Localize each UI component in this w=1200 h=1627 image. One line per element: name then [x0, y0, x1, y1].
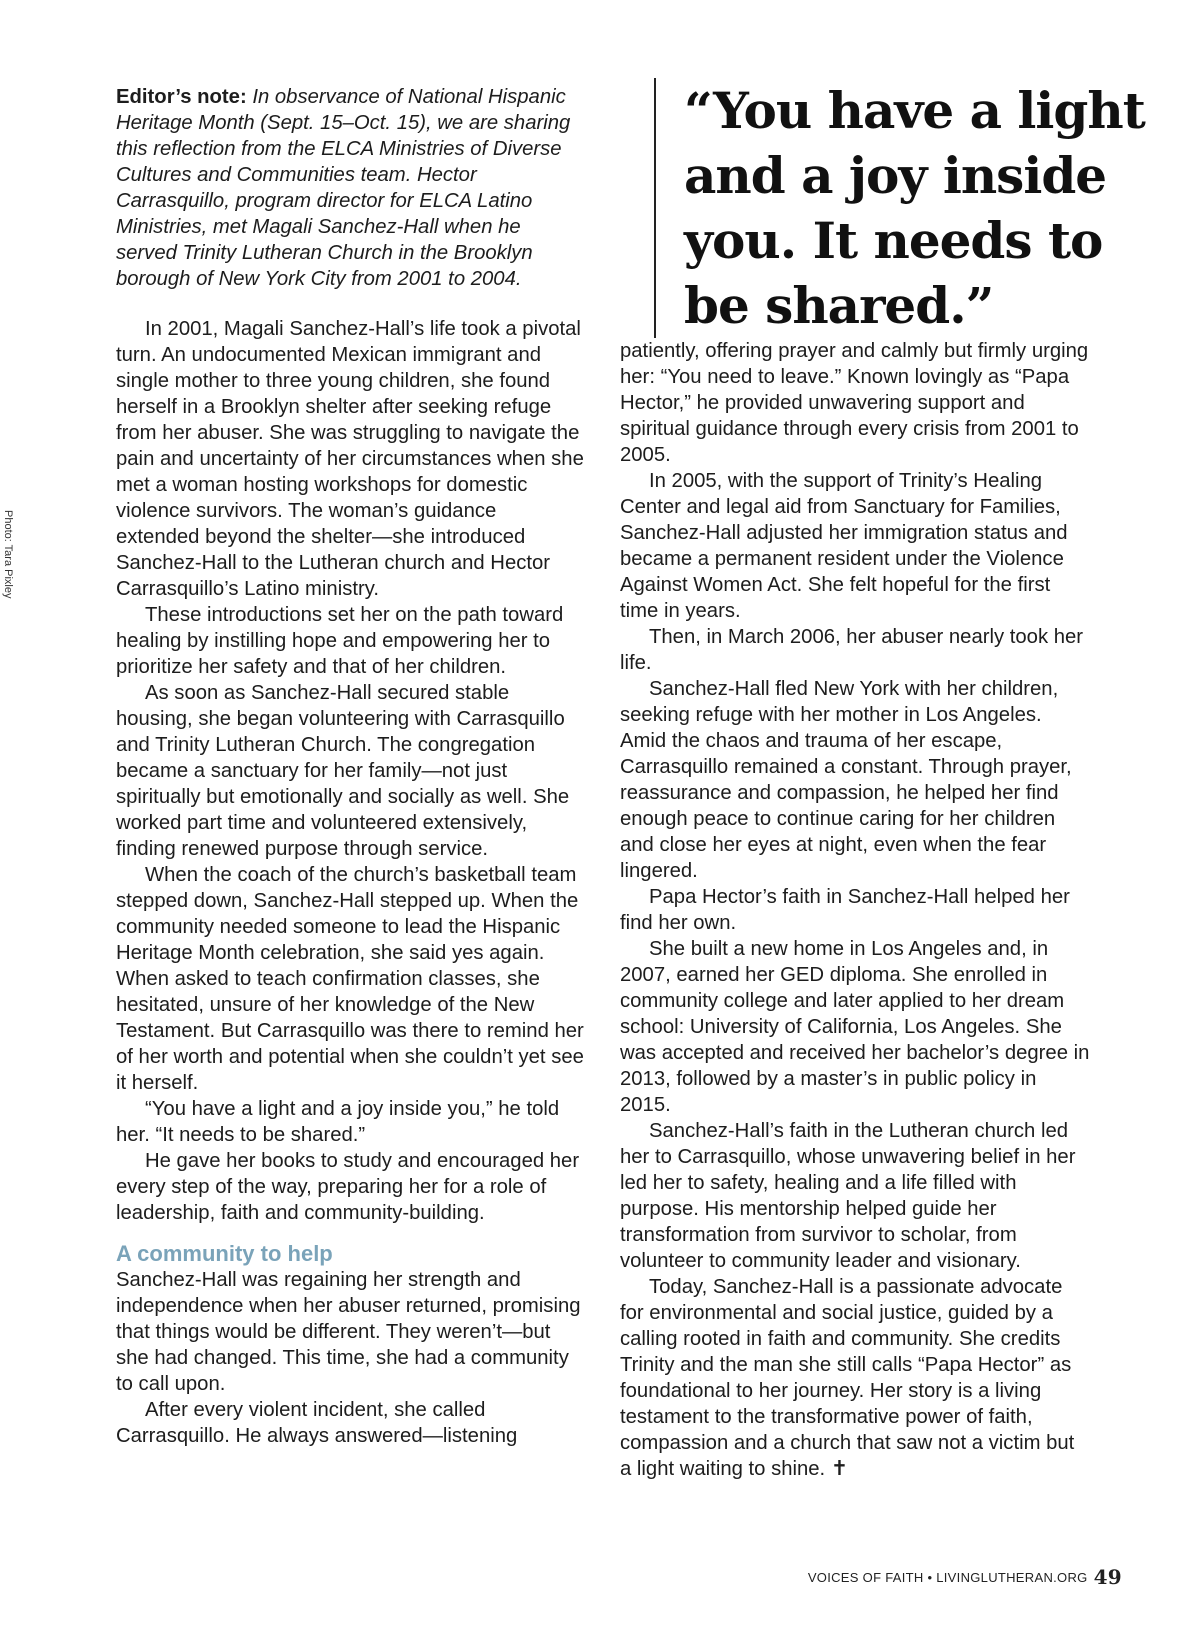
editors-note-text: In observance of National Hispanic Heritage Month (Sept. 15–Oct. 15), we are sharing this reflection from the ELCA Ministries of Diverse Cultures and Communities team. Hector Carrasquillo, program director for ELCA Latino Ministries, met Magali Sanchez-Hall when he served Trinity Lutheran Church in the Brooklyn borough of New York City from 2001 to 2004. [116, 86, 571, 290]
paragraph: patiently, offering prayer and calmly but firmly urging her: “You need to leave.” Known lovingly as “Papa Hector,” he provided unwavering support and spiritual guidance through every crisis from 2001 to 2005. [620, 340, 1089, 466]
page-number: 49 [1093, 1565, 1122, 1589]
paragraph: Sanchez-Hall was regaining her strength and independence when her abuser returned, promising that things would be different. They weren’t—but she had changed. This time, she had a community to call upon. [116, 1269, 581, 1395]
paragraph: Then, in March 2006, her abuser nearly took her life. [620, 626, 1084, 674]
paragraph: Today, Sanchez-Hall is a passionate advocate for environmental and social justice, guided by a calling rooted in faith and community. She credits Trinity and the man she still calls “Papa Hector” as foundational to her journey. Her story is a living testament to the transformative power of faith, compassion and a church that saw not a victim but a light waiting to shine. ✝ [620, 1276, 1075, 1480]
paragraph: Sanchez-Hall fled New York with her children, seeking refuge with her mother in Los Angeles. Amid the chaos and trauma of her escape, Carrasquillo remained a constant. Through prayer, reassurance and compassion, he helped her find enough peace to continue caring for her children and close her eyes at night, even when the fear lingered. [620, 678, 1072, 882]
section-heading: A community to help [116, 1241, 333, 1266]
paragraph: These introductions set her on the path toward healing by instilling hope and empowering her to prioritize her safety and that of her children. [116, 604, 564, 678]
paragraph: “You have a light and a joy inside you,” he told her. “It needs to be shared.” [116, 1098, 560, 1146]
paragraph: After every violent incident, she called Carrasquillo. He always answered—listening [116, 1399, 518, 1447]
photo-credit: Photo: Tara Pixley [2, 510, 14, 599]
paragraph: She built a new home in Los Angeles and, in 2007, earned her GED diploma. She enrolled in community college and later applied to her dream school: University of California, Los Angeles. She was accepted and received her bachelor’s degree in 2013, followed by a master’s in public policy in 2015. [620, 938, 1090, 1116]
page-footer [808, 1565, 1122, 1589]
article-body-right [620, 338, 1090, 1482]
editors-note [116, 84, 584, 292]
article-body-left [116, 316, 584, 1449]
pull-quote: “You have a light and a joy inside you. It needs to be shared.” [654, 78, 1154, 338]
paragraph: Papa Hector’s faith in Sanchez-Hall helped her find her own. [620, 886, 1070, 934]
paragraph: In 2001, Magali Sanchez-Hall’s life took a pivotal turn. An undocumented Mexican immigrant and single mother to three young children, she found herself in a Brooklyn shelter after seeking refuge from her abuser. She was struggling to navigate the pain and uncertainty of her circumstances when she met a woman hosting workshops for domestic violence survivors. The woman’s guidance extended beyond the shelter—she introduced Sanchez-Hall to the Lutheran church and Hector Carrasquillo’s Latino ministry. [116, 318, 584, 600]
paragraph: Sanchez-Hall’s faith in the Lutheran church led her to Carrasquillo, whose unwavering belief in her led her to safety, healing and a life filled with purpose. His mentorship helped guide her transformation from survivor to scholar, from volunteer to community leader and visionary. [620, 1120, 1076, 1272]
paragraph: As soon as Sanchez-Hall secured stable housing, she began volunteering with Carrasquillo and Trinity Lutheran Church. The congregation became a sanctuary for her family—not just spiritually but emotionally and socially as well. She worked part time and volunteered extensively, finding renewed purpose through service. [116, 682, 570, 860]
paragraph: In 2005, with the support of Trinity’s Healing Center and legal aid from Sanctuary for Families, Sanchez-Hall adjusted her immigration status and became a permanent resident under the Violence Against Women Act. She felt hopeful for the first time in years. [620, 470, 1068, 622]
left-column [116, 84, 584, 1449]
paragraph: He gave her books to study and encouraged her every step of the way, preparing her for a role of leadership, faith and community-building. [116, 1150, 580, 1224]
footer-text: VOICES OF FAITH • LIVINGLUTHERAN.ORG [807, 1570, 1088, 1585]
editors-note-label: Editor’s note: [116, 86, 247, 108]
paragraph: When the coach of the church’s basketball team stepped down, Sanchez-Hall stepped up. When the community needed someone to lead the Hispanic Heritage Month celebration, she said yes again. When asked to teach confirmation classes, she hesitated, unsure of her knowledge of the New Testament. But Carrasquillo was there to remind her of her worth and potential when she couldn’t yet see it herself. [116, 864, 584, 1094]
